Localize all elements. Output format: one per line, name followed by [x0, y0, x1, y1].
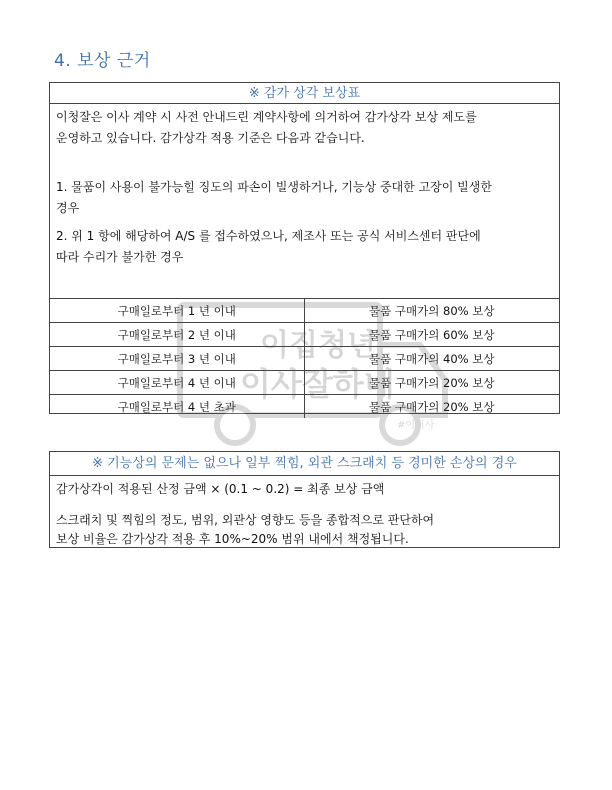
- table-row: [50, 395, 559, 418]
- criteria-2-line-2: 따라 수리가 불가한 경우: [56, 250, 184, 264]
- period-cell: 구매일로부터 4 년 초과: [50, 395, 305, 418]
- table-row: [50, 299, 559, 323]
- depreciation-table: [49, 82, 560, 414]
- table-row: [50, 323, 559, 347]
- minor-damage-body: [50, 476, 559, 553]
- rate-cell: 물품 구매가의 60% 보상: [369, 327, 495, 342]
- table-row: [50, 371, 559, 395]
- rate-cell: 물품 구매가의 20% 보상: [369, 375, 495, 390]
- period-cell: 구매일로부터 2 년 이내: [50, 323, 305, 346]
- watermark-line-2: 이사잘하네: [240, 365, 395, 403]
- period-cell: 구매일로부터 3 년 이내: [50, 347, 305, 370]
- minor-damage-note-line-1: 스크래치 및 찍힘의 정도, 범위, 외관상 영향도 등을 종합적으로 판단하여: [56, 513, 435, 527]
- intro-line-1: 이청잘은 이사 계약 시 사전 안내드린 계약사항에 의거하여 감가상각 보상 제도를: [56, 110, 477, 124]
- depreciation-description: [50, 104, 559, 271]
- compensation-formula: 감가상각이 적용된 산정 금액 × (0.1 ~ 0.2) = 최종 보상 금액: [56, 482, 385, 496]
- criteria-2-line-1: 2. 위 1 항에 해당하여 A/S 를 접수하였으나, 제조사 또는 공식 서비스센터 판단에: [56, 229, 481, 243]
- table-row: [50, 347, 559, 371]
- rate-cell: 물품 구매가의 80% 보상: [369, 303, 495, 318]
- depreciation-table-caption: ※ 감가 상각 보상표: [50, 83, 559, 104]
- minor-damage-table: [49, 451, 560, 548]
- criteria-1-line-2: 경우: [56, 201, 80, 215]
- section-heading: 4. 보상 근거: [54, 51, 151, 71]
- period-cell: 구매일로부터 4 년 이내: [50, 371, 305, 394]
- watermark-line-1: 이집청년: [260, 328, 376, 363]
- period-cell: 구매일로부터 1 년 이내: [50, 299, 305, 322]
- criteria-1-line-1: 1. 물품이 사용이 불가능힐 징도의 파손이 빌생하거나, 기능상 중대한 고장이 빌생한: [56, 180, 492, 194]
- minor-damage-note-line-2: 보상 비율은 감가상각 적용 후 10%~20% 범위 내에서 책정됩니다.: [56, 532, 409, 546]
- intro-line-2: 운영하고 있습니다. 감가상각 적용 기준은 다음과 같습니다.: [56, 131, 365, 145]
- minor-damage-caption: ※ 기능상의 문제는 없으나 일부 찍힘, 외관 스크래치 등 경미한 손상의 경우: [50, 452, 559, 476]
- rate-cell: 물품 구매가의 40% 보상: [369, 351, 495, 366]
- compensation-rate-rows: [50, 298, 559, 418]
- watermark-tag: #이처사: [397, 420, 435, 431]
- rate-cell: 물품 구매가의 20% 보상: [369, 399, 495, 414]
